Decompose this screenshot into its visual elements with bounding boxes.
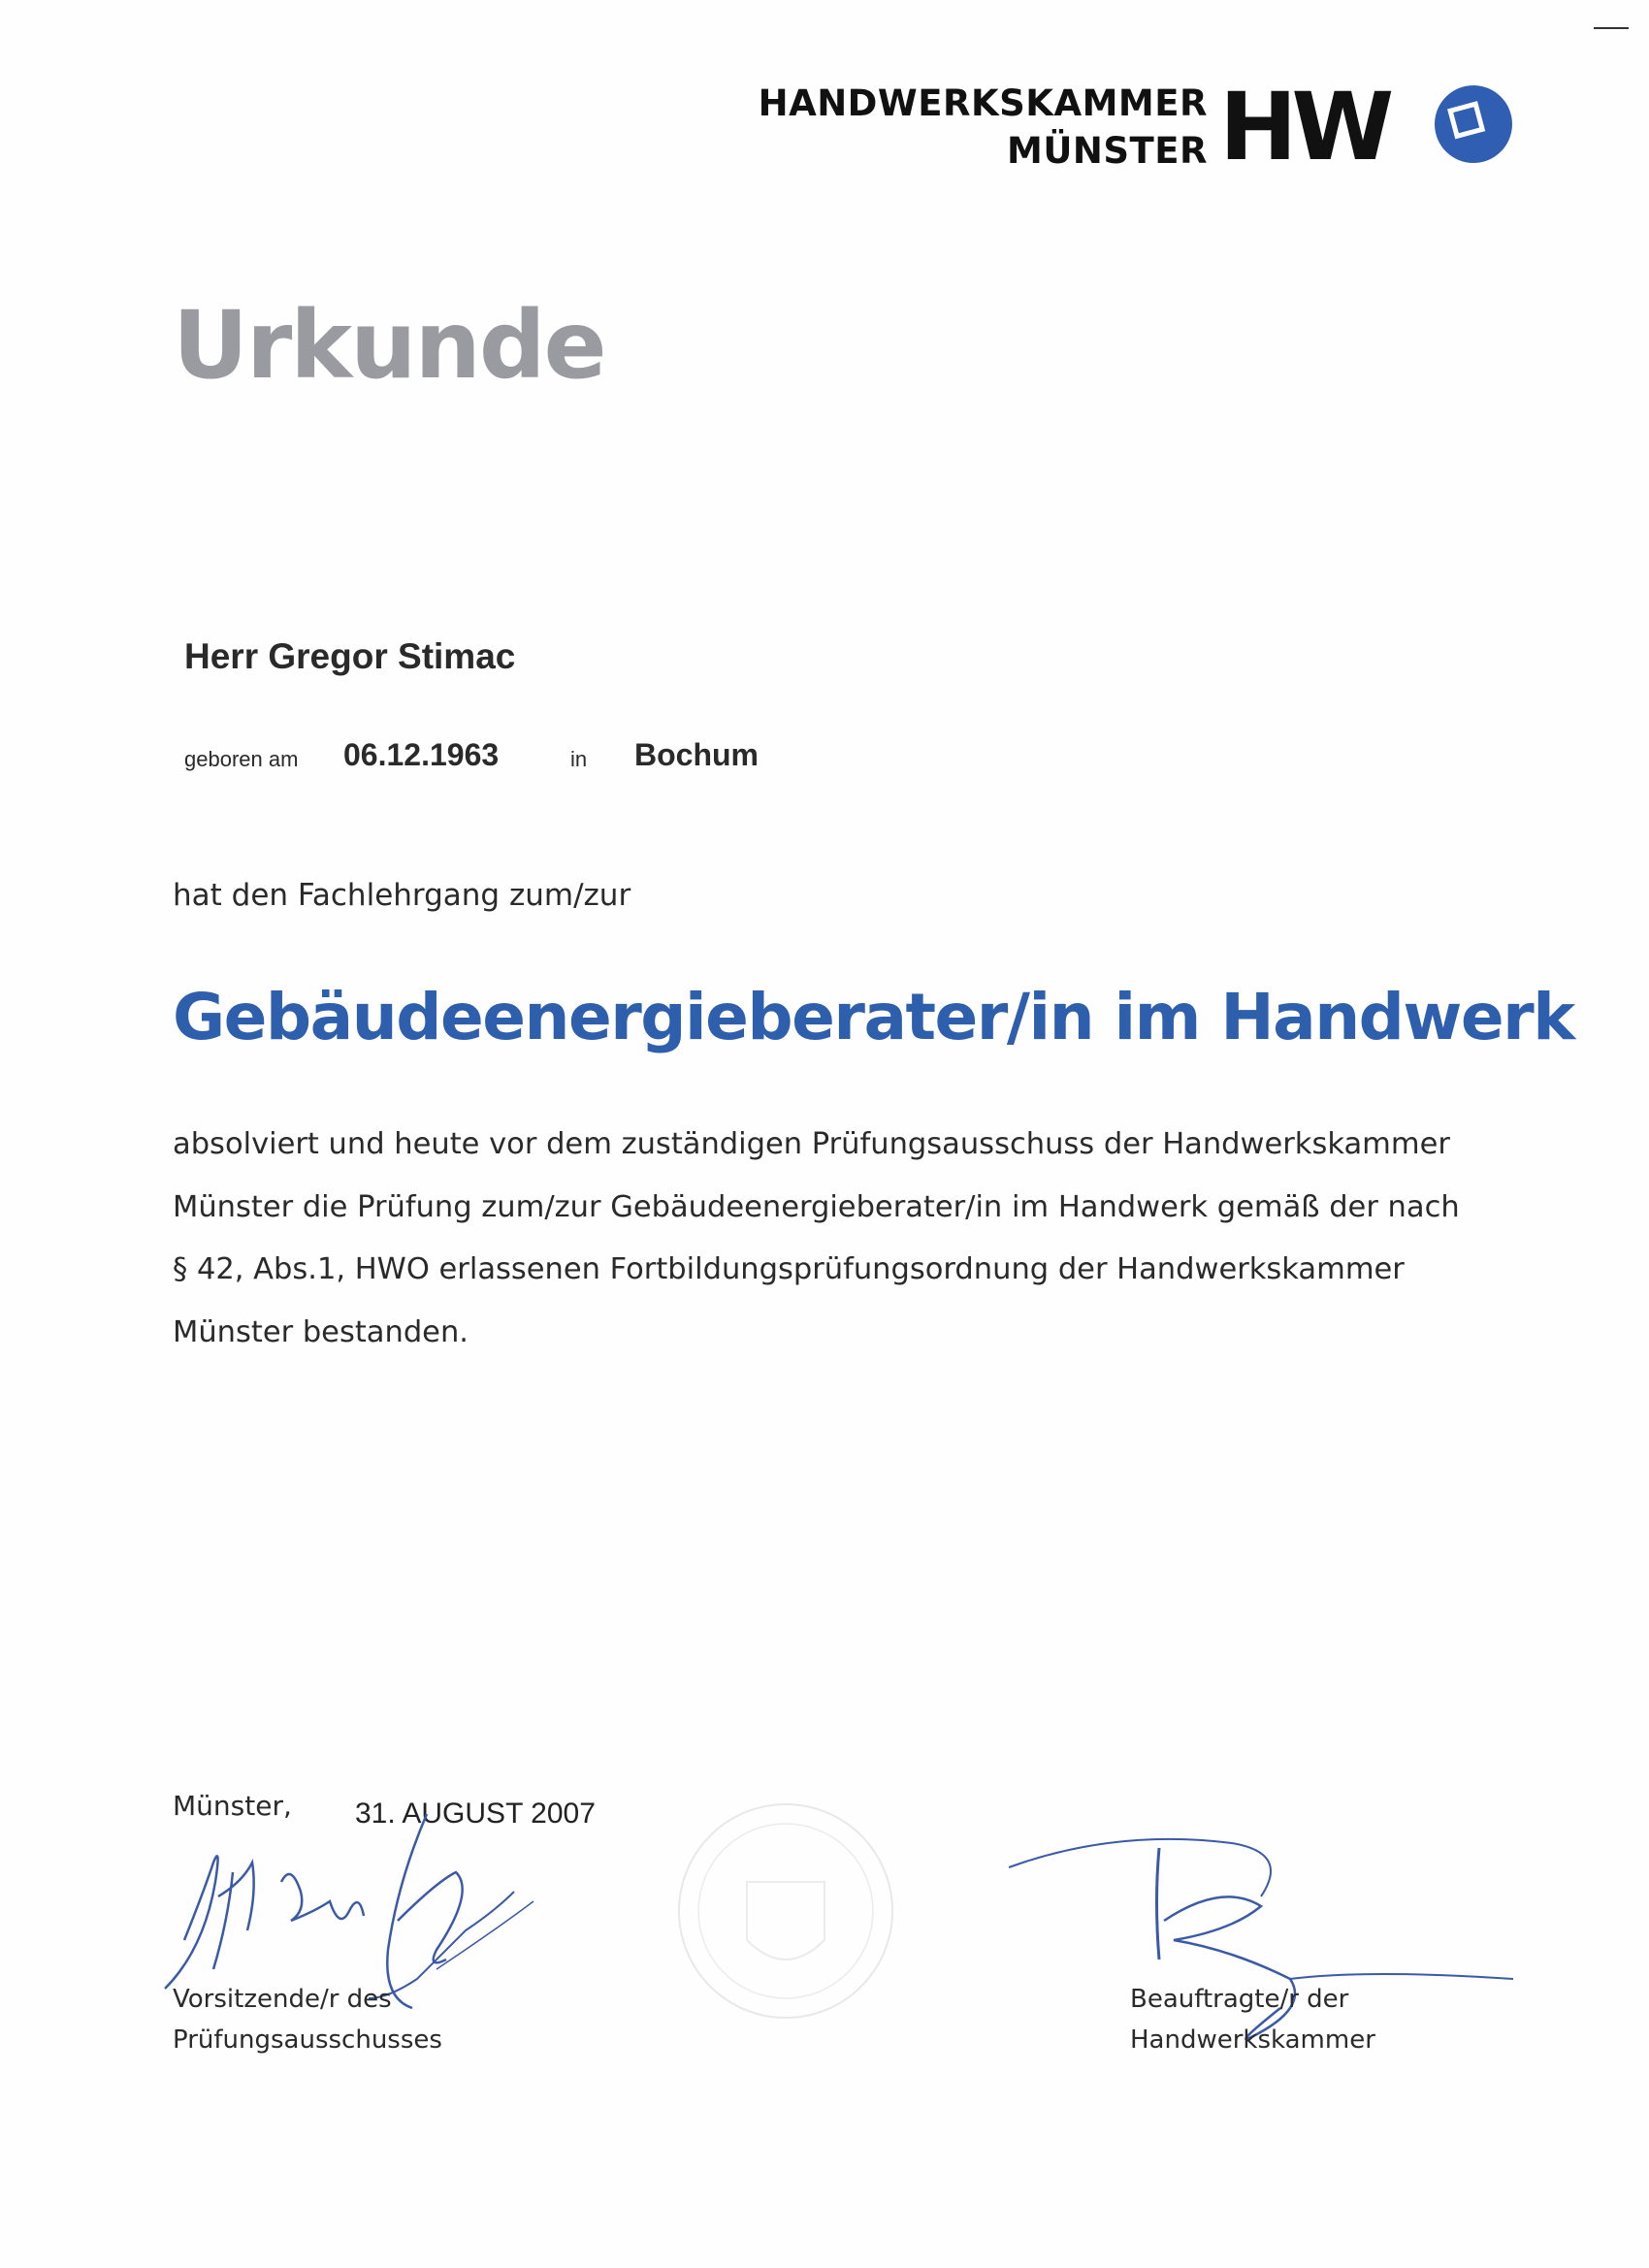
chamber-name — [759, 80, 1208, 175]
birth-date-value: 06.12.1963 — [343, 737, 500, 772]
document-title: Urkunde — [173, 291, 605, 400]
embossed-seal-icon — [669, 1775, 902, 2047]
chamber-signatory-line2: Handwerkskammer — [1130, 2025, 1375, 2055]
hwk-logo-letters: HW — [1219, 83, 1389, 167]
body-line: § 42, Abs.1, HWO erlassenen Fortbildungsprüfungsordnung der Handwerkskammer — [173, 1252, 1405, 1286]
course-intro: hat den Fachlehrgang zum/zur — [173, 878, 631, 913]
certificate-body — [173, 1114, 1460, 1364]
chair-signatory-line1: Vorsitzende/r des — [173, 1985, 392, 2014]
body-line: Münster bestanden. — [173, 1314, 469, 1349]
body-line: Münster die Prüfung zum/zur Gebäudeenergieberater/in im Handwerk gemäß der nach — [173, 1189, 1460, 1224]
issue-place: Münster, — [173, 1790, 292, 1822]
chamber-signatory-label — [1130, 1979, 1375, 2060]
recipient-name: Herr Gregor Stimac — [184, 636, 516, 676]
birth-place-value: Bochum — [634, 737, 759, 772]
scan-edge-mark — [1594, 27, 1629, 29]
chair-signatory-label — [173, 1979, 442, 2060]
body-line: absolviert und heute vor dem zuständigen Prüfungsausschuss der Handwerkskammer — [173, 1127, 1450, 1161]
birth-place-label: in — [570, 747, 588, 771]
chamber-signatory-line1: Beauftragte/r der — [1130, 1985, 1349, 2014]
issue-date: 31. AUGUST 2007 — [355, 1798, 596, 1830]
qualification-title: Gebäudeenergieberater/in im Handwerk — [173, 980, 1574, 1054]
chair-signatory-line2: Prüfungsausschusses — [173, 2025, 442, 2055]
birth-date-label: geboren am — [184, 747, 299, 771]
chamber-name-line2: MÜNSTER — [1007, 130, 1208, 172]
hwk-logo-icon — [1219, 83, 1520, 167]
chamber-name-line1: HANDWERKSKAMMER — [758, 82, 1208, 124]
